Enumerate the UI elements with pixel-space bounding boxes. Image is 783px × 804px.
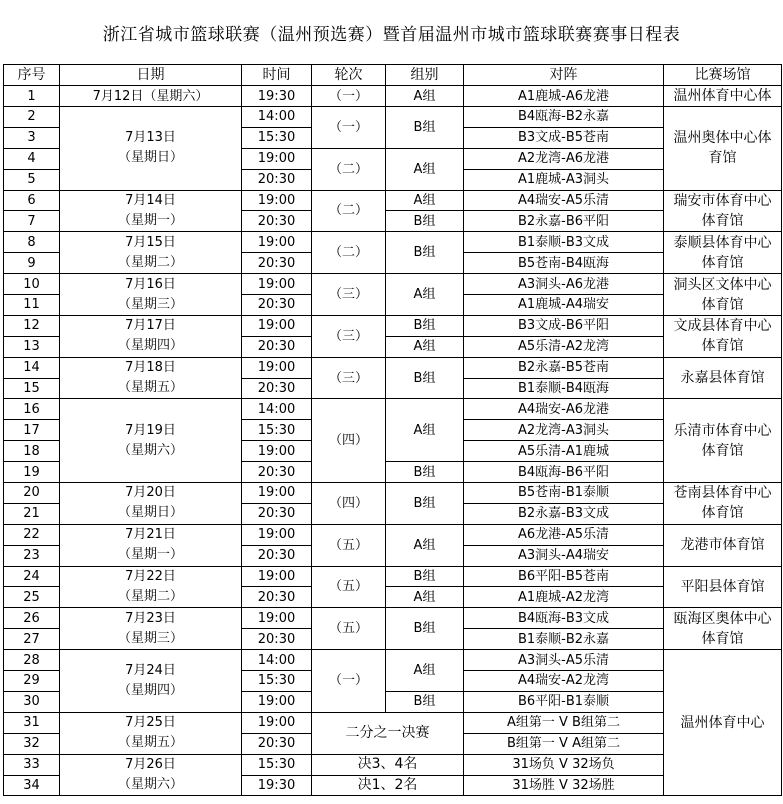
row-number: 1 (4, 86, 60, 107)
date-cell (60, 483, 242, 525)
row-number: 15 (4, 378, 60, 399)
row-number: 7 (4, 211, 60, 232)
group-cell: B组 (386, 211, 464, 232)
time-cell: 20:30 (242, 503, 312, 524)
row-number: 28 (4, 650, 60, 671)
time-cell: 19:30 (242, 775, 312, 796)
venue-cell: 温州体育中心体 (664, 86, 782, 107)
time-cell: 20:30 (242, 733, 312, 754)
row-number: 18 (4, 441, 60, 462)
time-cell: 19:00 (242, 712, 312, 733)
date-cell (60, 232, 242, 274)
venue-cell: 温州体育中心 (664, 650, 782, 796)
row-number: 19 (4, 462, 60, 483)
header-match: 对阵 (464, 65, 664, 86)
row-number: 27 (4, 629, 60, 650)
venue-cell: 平阳县体育馆 (664, 566, 782, 608)
row-number: 31 (4, 712, 60, 733)
header-group: 组别 (386, 65, 464, 86)
table-row (4, 232, 782, 253)
venue-cell: 永嘉县体育馆 (664, 357, 782, 399)
venue-cell (664, 232, 782, 274)
table-row (4, 524, 782, 545)
group-cell: B组 (386, 462, 464, 483)
row-number: 21 (4, 503, 60, 524)
row-number: 11 (4, 295, 60, 316)
table-row (4, 399, 782, 420)
weekday-label: （星期日） (117, 150, 183, 166)
match-cell: B1泰顺-B2永嘉 (464, 629, 664, 650)
time-cell: 19:00 (242, 190, 312, 211)
table-row (4, 650, 782, 671)
time-cell: 19:00 (242, 608, 312, 629)
round-cell: （一） (312, 86, 386, 107)
row-number: 29 (4, 671, 60, 692)
weekday-label: （星期五） (117, 380, 183, 396)
match-cell: A1鹿城-A4瑞安 (464, 295, 664, 316)
weekday-label: （星期四） (117, 338, 183, 354)
date-label: 7月24日 (125, 662, 176, 678)
time-cell: 20:30 (242, 462, 312, 483)
time-cell: 19:00 (242, 441, 312, 462)
time-cell: 19:00 (242, 524, 312, 545)
group-cell: B组 (386, 357, 464, 399)
match-cell: A6龙港-A5乐清 (464, 524, 664, 545)
group-cell: B组 (386, 232, 464, 274)
match-cell: B4瓯海-B6平阳 (464, 462, 664, 483)
time-cell: 14:00 (242, 399, 312, 420)
round-cell: （三） (312, 357, 386, 399)
match-cell: A5乐清-A2龙湾 (464, 336, 664, 357)
row-number: 20 (4, 483, 60, 504)
venue-label-2: 体育馆 (701, 254, 744, 271)
date-label: 7月22日 (125, 568, 176, 584)
date-cell (60, 357, 242, 399)
time-cell: 20:30 (242, 545, 312, 566)
round-cell: （二） (312, 148, 386, 190)
group-cell: A组 (386, 587, 464, 608)
venue-label-2: 育馆 (708, 150, 737, 167)
match-cell: A4瑞安-A2龙湾 (464, 671, 664, 692)
row-number: 25 (4, 587, 60, 608)
row-number: 9 (4, 253, 60, 274)
table-row (4, 274, 782, 295)
venue-cell (664, 483, 782, 525)
round-cell: 决3、4名 (312, 754, 464, 775)
match-cell: A1鹿城-A6龙港 (464, 86, 664, 107)
date-cell (60, 524, 242, 566)
match-cell: A3洞头-A4瑞安 (464, 545, 664, 566)
row-number: 4 (4, 148, 60, 169)
time-cell: 15:30 (242, 671, 312, 692)
header-no: 序号 (4, 65, 60, 86)
header-date: 日期 (60, 65, 242, 86)
table-row (4, 86, 782, 107)
time-cell: 19:00 (242, 148, 312, 169)
venue-cell (664, 399, 782, 483)
venue-label: 洞头区文体中心 (673, 276, 772, 293)
group-cell: A组 (386, 524, 464, 566)
time-cell: 20:30 (242, 253, 312, 274)
venue-cell (664, 274, 782, 316)
row-number: 24 (4, 566, 60, 587)
date-label: 7月18日 (125, 360, 176, 376)
venue-label: 泰顺县体育中心 (673, 234, 772, 251)
time-cell: 20:30 (242, 336, 312, 357)
row-number: 30 (4, 691, 60, 712)
time-cell: 20:30 (242, 587, 312, 608)
time-cell: 20:30 (242, 169, 312, 190)
time-cell: 15:30 (242, 420, 312, 441)
time-cell: 19:00 (242, 483, 312, 504)
venue-cell (664, 190, 782, 232)
row-number: 32 (4, 733, 60, 754)
match-cell: B2永嘉-B3文成 (464, 503, 664, 524)
match-cell: A1鹿城-A3洞头 (464, 169, 664, 190)
table-row (4, 608, 782, 629)
time-cell: 19:00 (242, 315, 312, 336)
row-number: 12 (4, 315, 60, 336)
round-cell: （三） (312, 274, 386, 316)
weekday-label: （星期一） (117, 547, 183, 563)
page-title: 浙江省城市篮球联赛（温州预选赛）暨首届温州市城市篮球联赛赛事日程表 (102, 25, 681, 45)
time-cell: 20:30 (242, 211, 312, 232)
row-number: 23 (4, 545, 60, 566)
date-label: 7月14日 (125, 192, 176, 208)
weekday-label: （星期四） (117, 682, 183, 698)
round-cell: 决1、2名 (312, 775, 464, 796)
venue-label-2: 体育馆 (701, 505, 744, 522)
time-cell: 20:30 (242, 295, 312, 316)
group-cell: B组 (386, 566, 464, 587)
weekday-label: （星期三） (117, 630, 183, 646)
date-label: 7月26日 (125, 757, 176, 772)
round-cell: （五） (312, 608, 386, 650)
weekday-label: （星期日） (117, 505, 183, 521)
row-number: 22 (4, 524, 60, 545)
time-cell: 20:30 (242, 378, 312, 399)
match-cell: A4瑞安-A5乐清 (464, 190, 664, 211)
row-number: 14 (4, 357, 60, 378)
group-cell: A组 (386, 650, 464, 692)
round-cell: 二分之一决赛 (312, 712, 464, 754)
weekday-label: （星期二） (117, 588, 183, 604)
weekday-label: （星期六） (117, 442, 183, 458)
round-cell: （一） (312, 650, 386, 713)
date-cell (60, 399, 242, 483)
row-number: 26 (4, 608, 60, 629)
time-cell: 14:00 (242, 107, 312, 128)
group-cell: A组 (386, 148, 464, 190)
match-cell: B4瓯海-B2永嘉 (464, 107, 664, 128)
date-cell (60, 315, 242, 357)
venue-label: 瓯海区奥体中心 (673, 610, 772, 627)
table-row (4, 357, 782, 378)
date-label: 7月25日 (125, 715, 176, 731)
date-cell (60, 712, 242, 754)
time-cell: 19:00 (242, 232, 312, 253)
match-cell: B6平阳-B5苍南 (464, 566, 664, 587)
header-round: 轮次 (312, 65, 386, 86)
row-number: 33 (4, 754, 60, 775)
group-cell: A组 (386, 274, 464, 316)
venue-label: 乐清市体育中心 (673, 422, 772, 439)
date-label: 7月21日 (125, 527, 176, 543)
row-number: 17 (4, 420, 60, 441)
match-cell: A2龙湾-A3洞头 (464, 420, 664, 441)
date-label: 7月16日 (125, 276, 176, 292)
date-cell (60, 107, 242, 191)
match-cell: A组第一 V B组第二 (464, 712, 664, 733)
header-time: 时间 (242, 65, 312, 86)
row-number: 2 (4, 107, 60, 128)
round-cell: （五） (312, 566, 386, 608)
match-cell: B6平阳-B1泰顺 (464, 691, 664, 712)
header-row (4, 65, 782, 86)
table-row (4, 483, 782, 504)
row-number: 34 (4, 775, 60, 796)
table-row (4, 566, 782, 587)
date-label: 7月17日 (125, 318, 176, 334)
schedule-table (3, 64, 782, 796)
table-row (4, 315, 782, 336)
venue-cell (664, 107, 782, 191)
row-number: 16 (4, 399, 60, 420)
row-number: 3 (4, 127, 60, 148)
venue-label: 瑞安市体育中心 (673, 192, 772, 209)
table-row (4, 190, 782, 211)
venue-label: 苍南县体育中心 (673, 485, 772, 502)
match-cell: B4瓯海-B3文成 (464, 608, 664, 629)
row-number: 6 (4, 190, 60, 211)
group-cell: B组 (386, 107, 464, 149)
time-cell: 19:00 (242, 274, 312, 295)
group-cell: B组 (386, 691, 464, 712)
match-cell: A2龙湾-A6龙港 (464, 148, 664, 169)
venue-label: 温州奥体中心体 (673, 130, 772, 147)
round-cell: （二） (312, 232, 386, 274)
time-cell: 15:30 (242, 127, 312, 148)
time-cell: 19:00 (242, 357, 312, 378)
match-cell: A5乐清-A1鹿城 (464, 441, 664, 462)
venue-label-2: 体育馆 (701, 442, 744, 459)
venue-cell: 龙港市体育馆 (664, 524, 782, 566)
date-label: 7月23日 (125, 610, 176, 626)
match-cell: B3文成-B5苍南 (464, 127, 664, 148)
group-cell: A组 (386, 399, 464, 462)
time-cell: 19:30 (242, 86, 312, 107)
round-cell: （三） (312, 315, 386, 357)
venue-cell (664, 315, 782, 357)
date-label: 7月15日 (125, 234, 176, 250)
match-cell: A1鹿城-A2龙湾 (464, 587, 664, 608)
round-cell: （一） (312, 107, 386, 149)
venue-label-2: 体育馆 (701, 212, 744, 229)
group-cell: B组 (386, 483, 464, 525)
row-number: 5 (4, 169, 60, 190)
group-cell: A组 (386, 336, 464, 357)
match-cell: A4瑞安-A6龙港 (464, 399, 664, 420)
venue-label: 文成县体育中心 (673, 318, 772, 335)
header-venue: 比赛场馆 (664, 65, 782, 86)
match-cell: B5苍南-B4瓯海 (464, 253, 664, 274)
date-cell (60, 754, 242, 796)
date-label: 7月20日 (125, 485, 176, 501)
match-cell: B2永嘉-B6平阳 (464, 211, 664, 232)
venue-label-2: 体育馆 (701, 338, 744, 355)
row-number: 10 (4, 274, 60, 295)
weekday-label: （星期三） (117, 296, 183, 312)
match-cell: 31场胜 V 32场胜 (464, 775, 664, 796)
weekday-label: （星期六） (117, 777, 183, 792)
match-cell: A3洞头-A6龙港 (464, 274, 664, 295)
weekday-label: （星期一） (117, 212, 183, 228)
time-cell: 14:00 (242, 650, 312, 671)
group-cell: A组 (386, 190, 464, 211)
match-cell: B1泰顺-B4瓯海 (464, 378, 664, 399)
venue-cell (664, 608, 782, 650)
group-cell: B组 (386, 315, 464, 336)
match-cell: B3文成-B6平阳 (464, 315, 664, 336)
time-cell: 15:30 (242, 754, 312, 775)
date-cell (60, 650, 242, 713)
date-cell (60, 190, 242, 232)
date-label: 7月19日 (125, 422, 176, 438)
venue-label-2: 体育馆 (701, 296, 744, 313)
weekday-label: （星期五） (117, 735, 183, 751)
match-cell: 31场负 V 32场负 (464, 754, 664, 775)
date-cell (60, 274, 242, 316)
round-cell: （四） (312, 399, 386, 483)
weekday-label: （星期二） (117, 254, 183, 270)
group-cell: A组 (386, 86, 464, 107)
time-cell: 19:00 (242, 566, 312, 587)
round-cell: （二） (312, 190, 386, 232)
match-cell: B5苍南-B1泰顺 (464, 483, 664, 504)
table-row (4, 107, 782, 128)
date-cell: 7月12日（星期六） (60, 86, 242, 107)
venue-label-2: 体育馆 (701, 630, 744, 647)
date-cell (60, 608, 242, 650)
match-cell: B1泰顺-B3文成 (464, 232, 664, 253)
row-number: 8 (4, 232, 60, 253)
time-cell: 20:30 (242, 629, 312, 650)
round-cell: （四） (312, 483, 386, 525)
date-label: 7月13日 (125, 130, 176, 146)
match-cell: B组第一 V A组第二 (464, 733, 664, 754)
match-cell: A3洞头-A5乐清 (464, 650, 664, 671)
group-cell: B组 (386, 608, 464, 650)
match-cell: B2永嘉-B5苍南 (464, 357, 664, 378)
row-number: 13 (4, 336, 60, 357)
time-cell: 19:00 (242, 691, 312, 712)
round-cell: （五） (312, 524, 386, 566)
date-cell (60, 566, 242, 608)
